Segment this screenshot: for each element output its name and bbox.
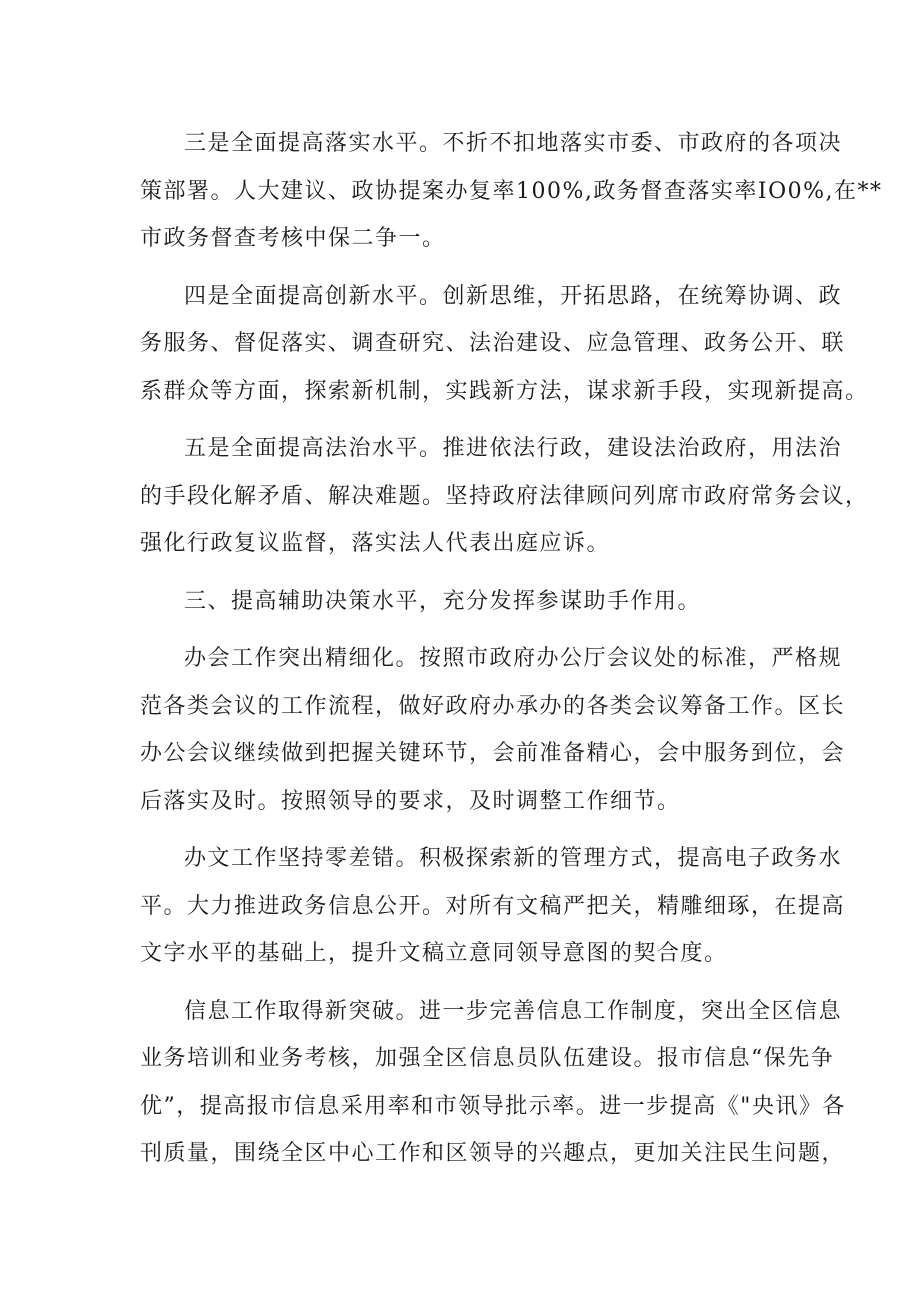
- section-heading-decision-support: [140, 578, 790, 626]
- paragraph-meeting-work: [140, 635, 846, 825]
- paragraph-implementation-level: [140, 120, 883, 263]
- text-line: 五是全面提高法治水平。推进依法行政，建设法治政府，用法治: [184, 436, 843, 461]
- text-line: 策部署。人大建议、政协提案办复率100%,政务督查落实率IO0%,在**: [140, 178, 883, 204]
- paragraph-information-work: [140, 988, 846, 1178]
- text-line: 四是全面提高创新水平。创新思维，开拓思路，在统筹协调、政: [184, 283, 843, 309]
- paragraph-rule-of-law-level: [140, 425, 869, 568]
- text-line: 的手段化解矛盾、解决难题。坚持政府法律顾问列席市政府常务会议，: [140, 483, 869, 509]
- text-line: 办公会议继续做到把握关键环节，会前准备精心，会中服务到位，会: [140, 741, 846, 766]
- text-line: 市政务督查考核中保二争一。: [140, 226, 446, 251]
- text-line: 强化行政复议监督，落实法人代表出庭应诉。: [140, 531, 611, 556]
- text-line: 优”，提高报市信息采用率和市领导批示率。进一步提高《"央讯》各: [140, 1093, 846, 1119]
- text-line: 平。大力推进政务信息公开。对所有文稿严把关，精雕细琢，在提高: [140, 893, 846, 919]
- text-line: 后落实及时。按照领导的要求，及时调整工作细节。: [140, 788, 681, 814]
- text-line: 信息工作取得新突破。进一步完善信息工作制度，突出全区信息: [184, 998, 843, 1024]
- paragraph-document-work: [140, 835, 846, 978]
- document-body: [140, 120, 883, 1188]
- text-line: 三是全面提高落实水平。不折不扣地落实市委、市政府的各项决: [184, 131, 843, 156]
- text-line: 范各类会议的工作流程，做好政府办承办的各类会议筹备工作。区长: [140, 693, 846, 719]
- text-line: 办文工作坚持零差错。积极探索新的管理方式，提高电子政务水: [184, 846, 843, 871]
- text-line: 三、提高辅助决策水平，充分发挥参谋助手作用。: [184, 588, 702, 614]
- text-line: 刊质量，围绕全区中心工作和区领导的兴趣点，更加关注民生问题，: [140, 1141, 846, 1166]
- text-line: 系群众等方面，探索新机制，实践新方法，谋求新手段，实现新提高。: [140, 378, 869, 404]
- text-line: 业务培训和业务考核，加强全区信息员队伍建设。报市信息“保先争: [140, 1046, 835, 1071]
- paragraph-innovation-level: [140, 273, 869, 416]
- text-line: 办会工作突出精细化。按照市政府办公厅会议处的标准，严格规: [184, 646, 843, 671]
- text-line: 务服务、督促落实、调查研究、法治建设、应急管理、政务公开、联: [140, 331, 846, 356]
- text-line: 文字水平的基础上，提升文稿立意同领导意图的契合度。: [140, 941, 728, 966]
